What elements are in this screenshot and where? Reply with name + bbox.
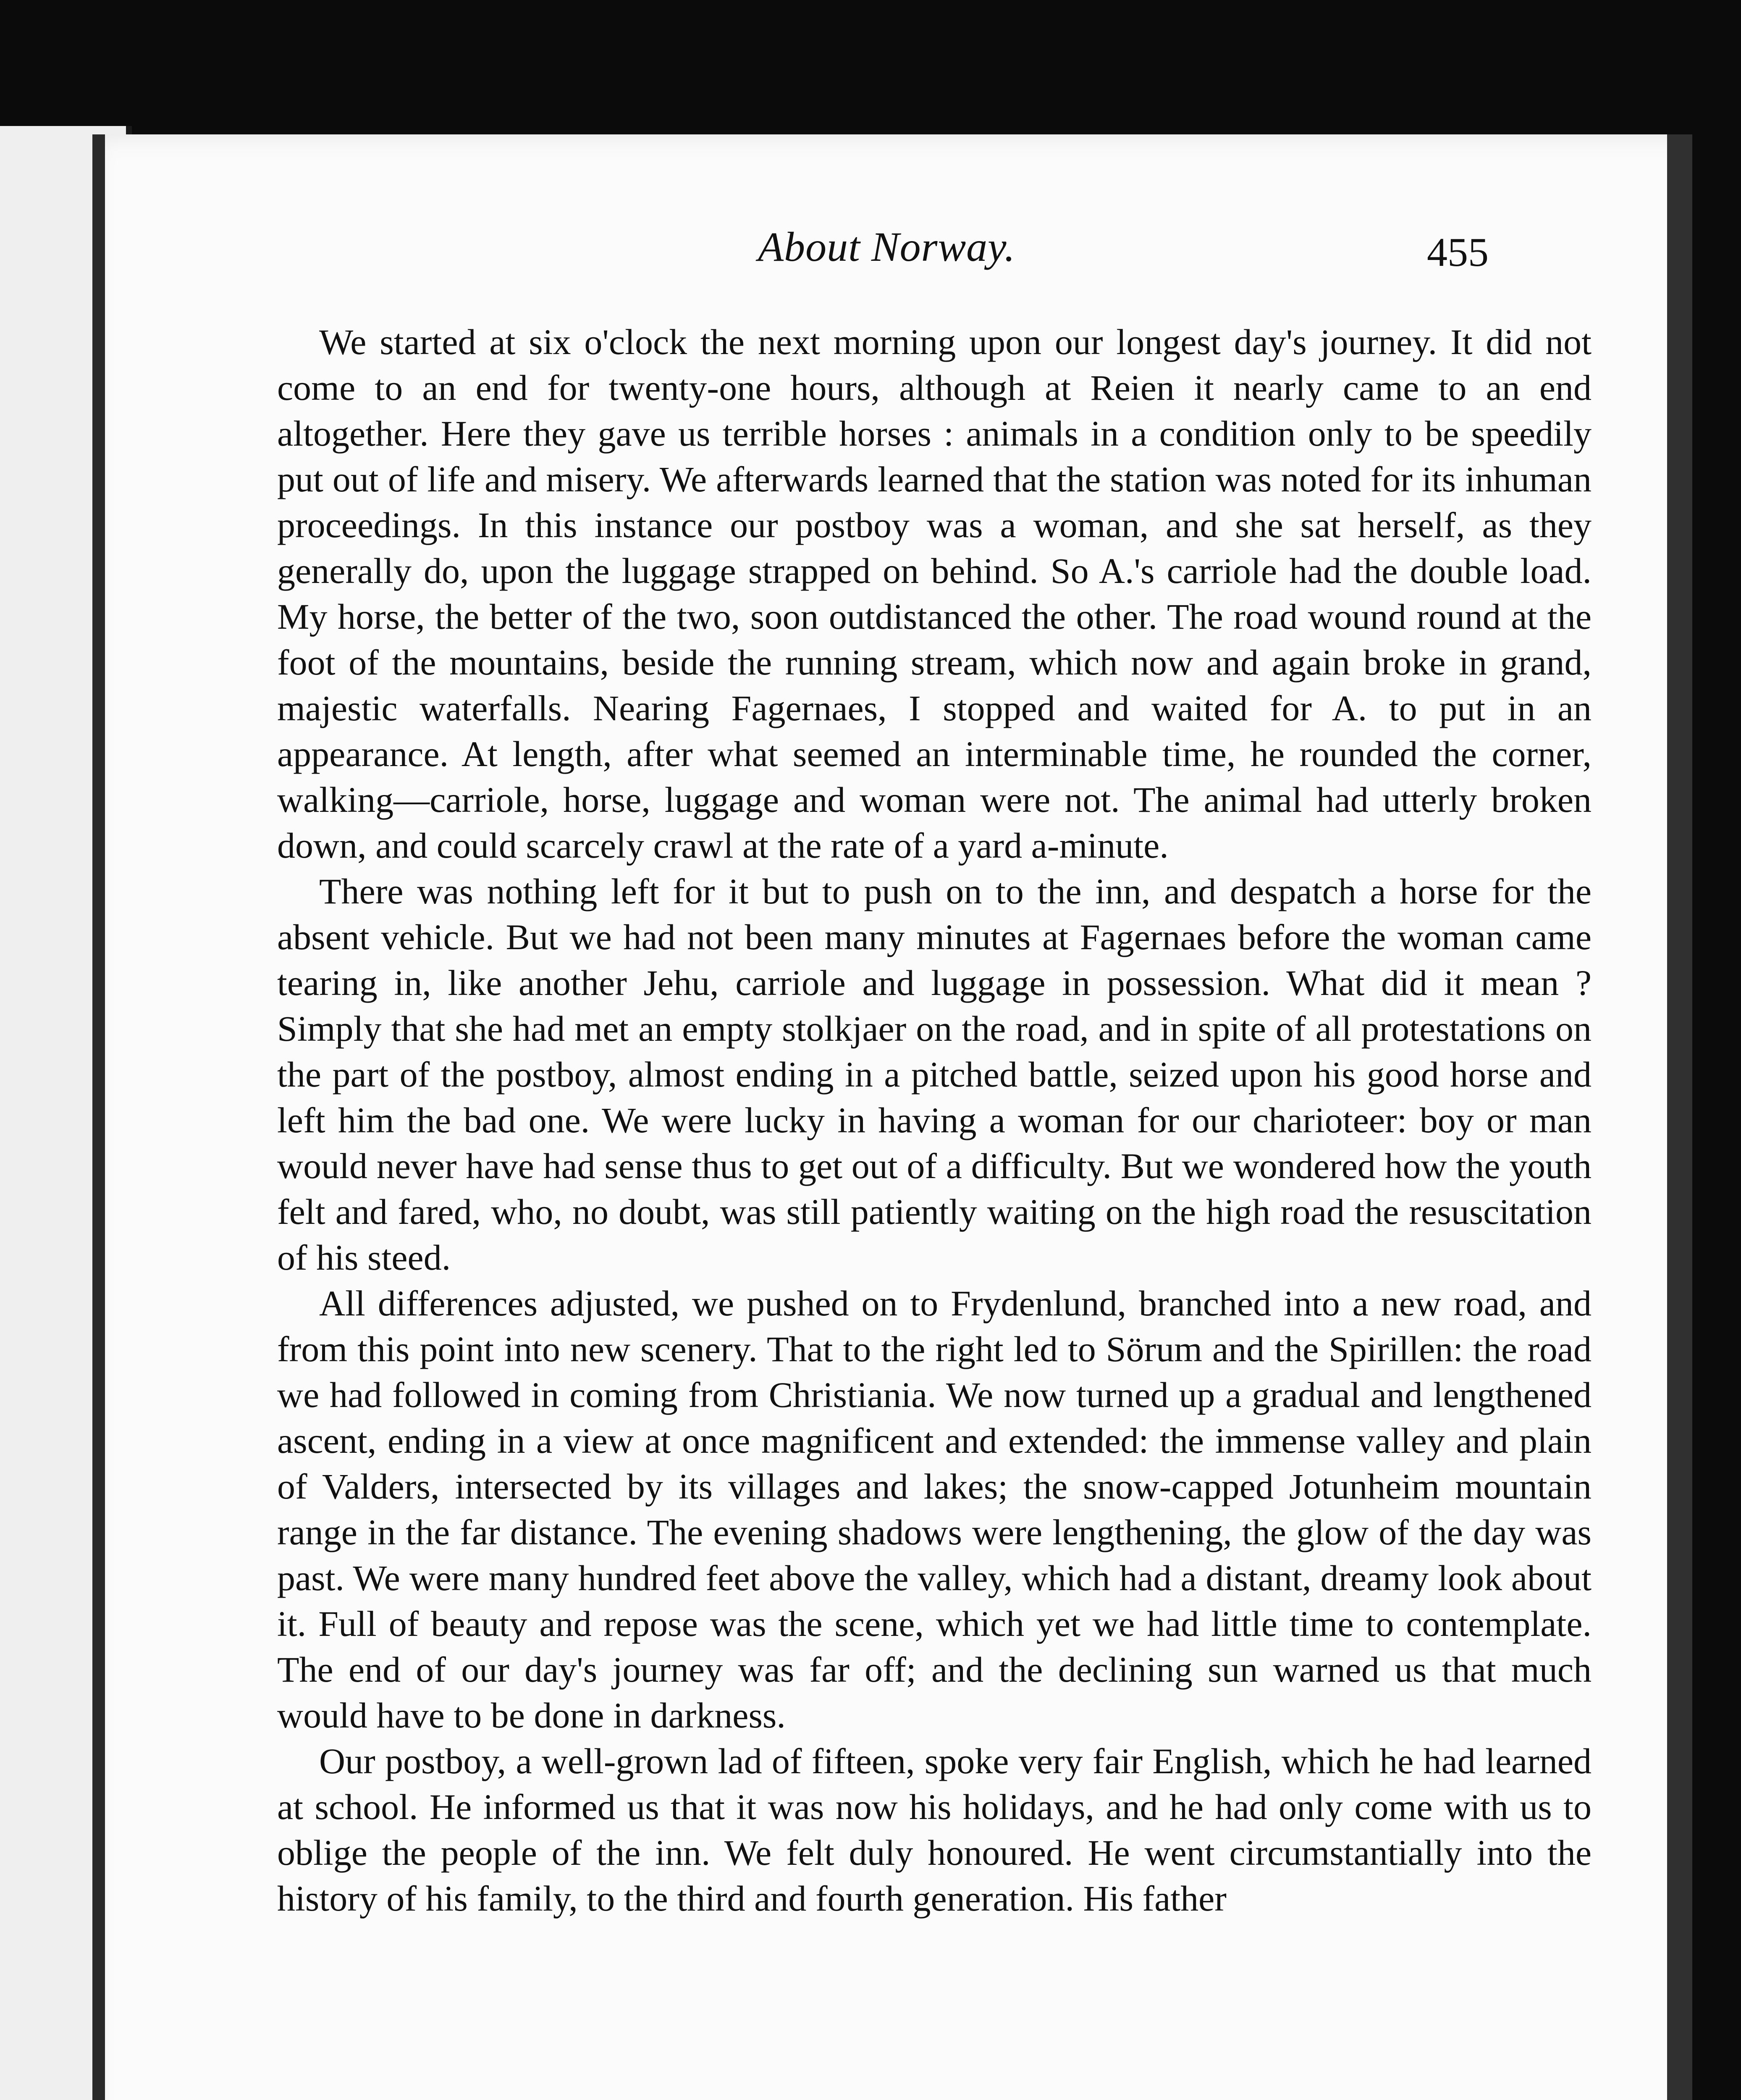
paragraph-4: Our postboy, a well-grown lad of fifteen, spoke very fair English, which he had learned at school. He informed us that it was now his holidays, and he had only come with us to oblige the people of the inn. We felt duly honoured. He went circumstantially into the history of his family, to the third and fourth generation. His father <box>277 1741 1592 1919</box>
page-fore-edge <box>1667 134 1692 2100</box>
paragraph-2: There was nothing left for it but to push on to the inn, and despatch a horse for the absent vehicle. But we had not been many minutes at Fagernaes before the woman came tearing in, like another Jehu, carriole and luggage in possession. What did it mean ? Simply that she had met an empty stolkjaer on the road, and in spite of all protestations on the part of the postboy, almost ending in a pitched battle, seized upon his good horse and left him the bad one. We were lucky in having a woman for our charioteer: boy or man would never have had sense thus to get out of a difficulty. But we wondered how the youth felt and fared, who, no doubt, was still patiently waiting on the high road the resuscitation of his steed. <box>277 871 1592 1278</box>
body-text <box>277 319 1592 1922</box>
paragraph-3: All differences adjusted, we pushed on to Frydenlund, branched into a new road, and from this point into new scenery. That to the right led to Sörum and the Spirillen: the road we had followed in coming from Christiania. We now turned up a gradual and lengthened ascent, ending in a view at once magnificent and extended: the immense valley and plain of Valders, intersected by its villages and lakes; the snow-capped Jotunheim mountain range in the far distance. The evening shadows were lengthening, the glow of the day was past. We were many hundred feet above the valley, which had a distant, dreamy look about it. Full of beauty and repose was the scene, which yet we had little time to contemplate. The end of our day's journey was far off; and the declining sun warned us that much would have to be done in darkness. <box>277 1283 1592 1735</box>
running-head: About Norway. <box>758 223 1016 270</box>
paragraph-1: We started at six o'clock the next morning upon our longest day's journey. It did not come to an end for twenty-one hours, although at Reien it nearly came to an end altogether. Here they gave us terrible horses : animals in a condition only to be speedily put out of life and misery. We afterwards learned that the station was noted for its inhuman proceedings. In this instance our postboy was a woman, and she sat herself, as they generally do, upon the luggage strapped on behind. So A.'s carriole had the double load. My horse, the better of the two, soon outdistanced the other. The road wound round at the foot of the mountains, beside the running stream, which now and again broke in grand, majestic waterfalls. Nearing Fagernaes, I stopped and waited for A. to put in an appearance. At length, after what seemed an interminable time, he rounded the corner, walking—carriole, horse, luggage and woman were not. The animal had utterly broken down, and could scarcely crawl at the rate of a yard a-minute. <box>277 322 1592 866</box>
page-number: 455 <box>1427 230 1489 275</box>
book-page <box>92 134 1692 2100</box>
page-gutter <box>92 134 105 2100</box>
